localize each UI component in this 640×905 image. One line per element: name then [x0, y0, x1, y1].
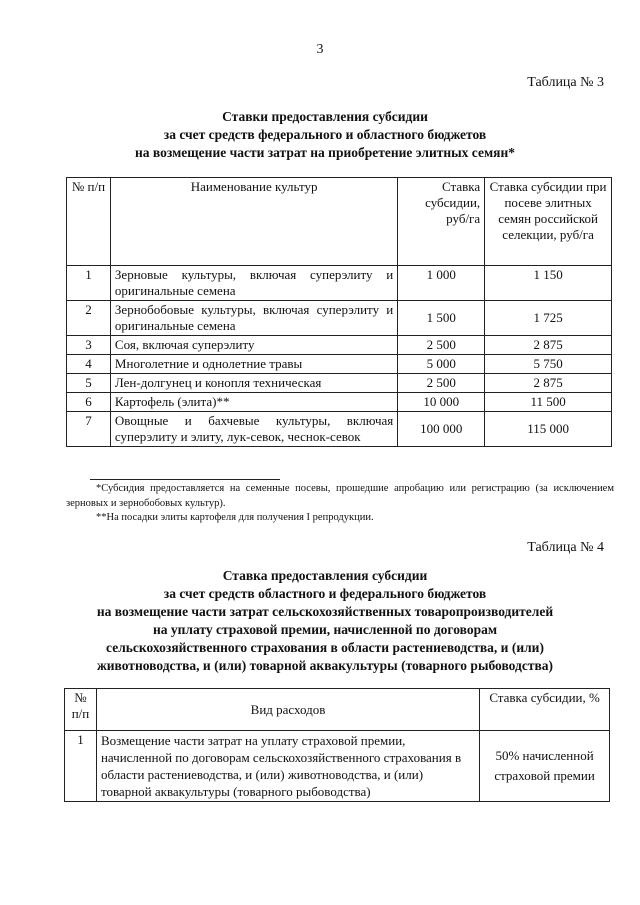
footnote-divider: [90, 479, 280, 480]
row-rate-russian: 11 500: [485, 393, 612, 412]
row-rate: 1 000: [398, 266, 485, 301]
table4-header-type: Вид расходов: [96, 689, 479, 731]
row-num: 1: [65, 731, 97, 802]
row-rate-russian: 1 725: [485, 301, 612, 336]
table3-title: [40, 108, 610, 162]
table4-title-line: сельскохозяйственного страхования в области растениеводства, и (или): [106, 640, 544, 655]
table3-header-name: Наименование культур: [110, 178, 397, 266]
table-row: [67, 266, 612, 301]
row-name: Картофель (элита)**: [110, 393, 397, 412]
table4-caption: Таблица № 4: [527, 540, 604, 555]
row-num: 2: [67, 301, 111, 336]
row-rate-russian: 115 000: [485, 412, 612, 447]
row-name: Многолетние и однолетние травы: [110, 355, 397, 374]
row-name: Зернобобовые культуры, включая суперэлиту и оригинальные семена: [110, 301, 397, 336]
table-row: [67, 336, 612, 355]
table-row: [67, 374, 612, 393]
row-rate-russian: 2 875: [485, 374, 612, 393]
row-rate: 10 000: [398, 393, 485, 412]
table3-title-line: за счет средств федерального и областного бюджетов: [163, 127, 487, 142]
table3-header-rate: Ставка субсидии, руб/га: [398, 178, 485, 266]
row-rate-russian: 2 875: [485, 336, 612, 355]
row-rate: 5 000: [398, 355, 485, 374]
table-row: [67, 355, 612, 374]
table3-caption: Таблица № 3: [527, 75, 604, 90]
table3-header-row: [67, 178, 612, 266]
table4: [64, 688, 610, 802]
row-num: 6: [67, 393, 111, 412]
table3-header-num: № п/п: [67, 178, 111, 266]
table3-title-line: Ставки предоставления субсидии: [222, 109, 428, 124]
row-num: 7: [67, 412, 111, 447]
table-row: [67, 393, 612, 412]
page-number: 3: [316, 42, 324, 57]
table4-title-line: Ставка предоставления субсидии: [222, 568, 428, 583]
table4-header-num: № п/п: [65, 689, 97, 731]
row-rate: 50% начисленной страховой премии: [480, 731, 610, 802]
row-num: 1: [67, 266, 111, 301]
row-name: Зерновые культуры, включая суперэлиту и оригинальные семена: [110, 266, 397, 301]
table3-header-rate-russian: Ставка субсидии при посеве элитных семян российской селекции, руб/га: [485, 178, 612, 266]
row-rate: 2 500: [398, 374, 485, 393]
row-rate-russian: 5 750: [485, 355, 612, 374]
row-num: 3: [67, 336, 111, 355]
row-name: Овощные и бахчевые культуры, включая суперэлиту и элиту, лук-севок, чеснок-севок: [110, 412, 397, 447]
table4-title-line: на уплату страховой премии, начисленной по договорам: [152, 622, 498, 637]
row-rate-russian: 1 150: [485, 266, 612, 301]
row-rate: 2 500: [398, 336, 485, 355]
row-name: Соя, включая суперэлиту: [110, 336, 397, 355]
row-name: Лен-долгунец и конопля техническая: [110, 374, 397, 393]
table4-title-line: на возмещение части затрат сельскохозяйственных товаропроизводителей: [96, 604, 554, 619]
table4-header-rate: Ставка субсидии, %: [480, 689, 610, 731]
table3-title-line: на возмещение части затрат на приобретение элитных семян*: [135, 145, 515, 160]
row-rate: 1 500: [398, 301, 485, 336]
table3: [66, 177, 612, 447]
table4-title-line: животноводства, и (или) товарной аквакультуры (товарного рыбоводства): [96, 658, 554, 673]
table-row: [67, 301, 612, 336]
table4-header-row: [65, 689, 610, 731]
row-num: 4: [67, 355, 111, 374]
footnote-1: *Субсидия предоставляется на семенные посевы, прошедшие апробацию или регистрацию (за исключением зерновых и зернобобовых культур).: [66, 483, 614, 509]
row-num: 5: [67, 374, 111, 393]
footnote-2: **На посадки элиты картофеля для получения I репродукции.: [96, 512, 374, 523]
table4-title: [40, 567, 610, 675]
table-row: [65, 731, 610, 802]
table-row: [67, 412, 612, 447]
table4-title-line: за счет средств областного и федерального бюджетов: [163, 586, 487, 601]
row-rate: 100 000: [398, 412, 485, 447]
row-type: Возмещение части затрат на уплату страховой премии, начисленной по договорам сельскохозяйственного страхования в области растениеводства, и (или) животноводства, и (или) товарной аквакультуры (товарного рыбоводства): [96, 731, 479, 802]
